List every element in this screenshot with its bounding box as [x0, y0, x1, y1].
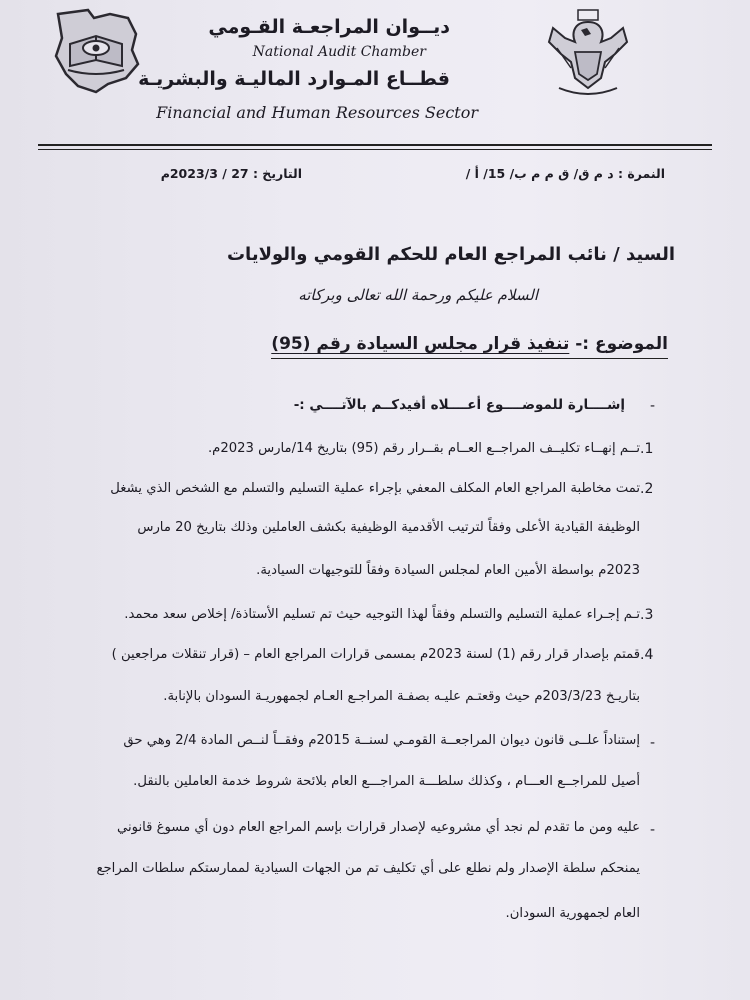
greeting: السلام عليكم ورحمة الله تعالى وبركاته — [298, 286, 538, 304]
org-name-arabic: ديــوان المراجعـة القـومي — [208, 16, 450, 38]
item-1-number: .1 — [640, 441, 654, 457]
addressee: السيد / نائب المراجع العام للحكم القومي والولايات — [226, 244, 675, 265]
para-5-line-2: أصيل للمراجــع العـــام ، وكذلك سلطـــة المراجـــع العام بلائحة شروط خدمة العاملين بالنقل. — [133, 774, 640, 789]
item-1-text: تــم إنهــاء تكليــف المراجــع العــام بقــرار رقم (95) بتاريخ 14/مارس 2023م. — [207, 441, 640, 456]
sudan-emblem — [545, 8, 631, 100]
item-2-number: .2 — [640, 481, 654, 497]
para-6-line-3: العام لجمهورية السودان. — [505, 906, 640, 921]
item-3-number: .3 — [640, 607, 654, 623]
header-rule-thin — [38, 149, 712, 150]
dash-bullet: - — [650, 822, 656, 838]
para-5-line-1: إستناداً علــى قانون ديوان المراجعــة القومـي لسنــة 2015م وفقــاً لنــص المادة 2/4 وهي حق — [123, 733, 640, 748]
subject-label: الموضوع :- — [575, 334, 668, 354]
subject-text: تنفيذ قرار مجلس السيادة رقم (95) — [271, 334, 570, 354]
sector-name-arabic: قطــاع المـوارد الماليـة والبشريـة — [138, 68, 450, 90]
sector-name-english: Financial and Human Resources Sector — [156, 103, 478, 122]
item-4-line-1: قمتم بإصدار قرار رقم (1) لسنة 2023م بمسمى قرارات المراجع العام – (قرار تنقلات مراجعين ) — [111, 647, 640, 662]
header-rule — [38, 144, 712, 146]
dash-bullet: - — [650, 398, 656, 414]
para-6-line-2: يمنحكم سلطة الإصدار ولم نطلع على أي تكليف تم من الجهات السيادية لممارستكم سلطات المراجع — [96, 861, 640, 876]
item-2-line-2: الوظيفة القيادية الأعلى وفقاً لترتيب الأقدمية الوظيفية بكشف العاملين وذلك بتاريخ 20 مارس — [137, 520, 640, 535]
item-2-line-1: تمت مخاطبة المراجع العام المكلف المعفي بإجراء عملية التسليم والتسلم مع الشخص الذي يشغل — [110, 481, 640, 496]
item-2-line-3: 2023م بواسطة الأمين العام لمجلس السيادة وفقاً للتوجيهات السيادية. — [256, 563, 640, 578]
reference-number: النمرة : د م ق/ ق م م ب/ 15/ أ / — [465, 166, 665, 181]
item-3-text: تـم إجـراء عملية التسليم والتسلم وفقاً لهذا التوجيه حيث تم تسليم الأستاذة/ إخلاص سعد محمد. — [124, 607, 640, 622]
item-4-number: .4 — [640, 647, 654, 663]
para-6-line-1: عليه ومن ما تقدم لم نجد أي مشروعيه لإصدار قرارات بإسم المراجع العام دون أي مسوغ قانوني — [116, 820, 640, 835]
org-name-english: National Audit Chamber — [252, 44, 426, 60]
intro-line: إشــــارة للموضــــوع أعــــلاه أفيدكــم بالآتــــي :- — [293, 397, 625, 413]
item-4-line-2: بتاريـخ 203/3/23م حيث وقعتـم عليـه بصفـة المراجـع العـام لجمهوريـة السودان بالإنابة. — [163, 689, 640, 704]
subject-line — [271, 334, 668, 359]
letter-date: التاريخ : 27 / 2023/3م — [160, 166, 302, 181]
dash-bullet: - — [650, 735, 656, 751]
